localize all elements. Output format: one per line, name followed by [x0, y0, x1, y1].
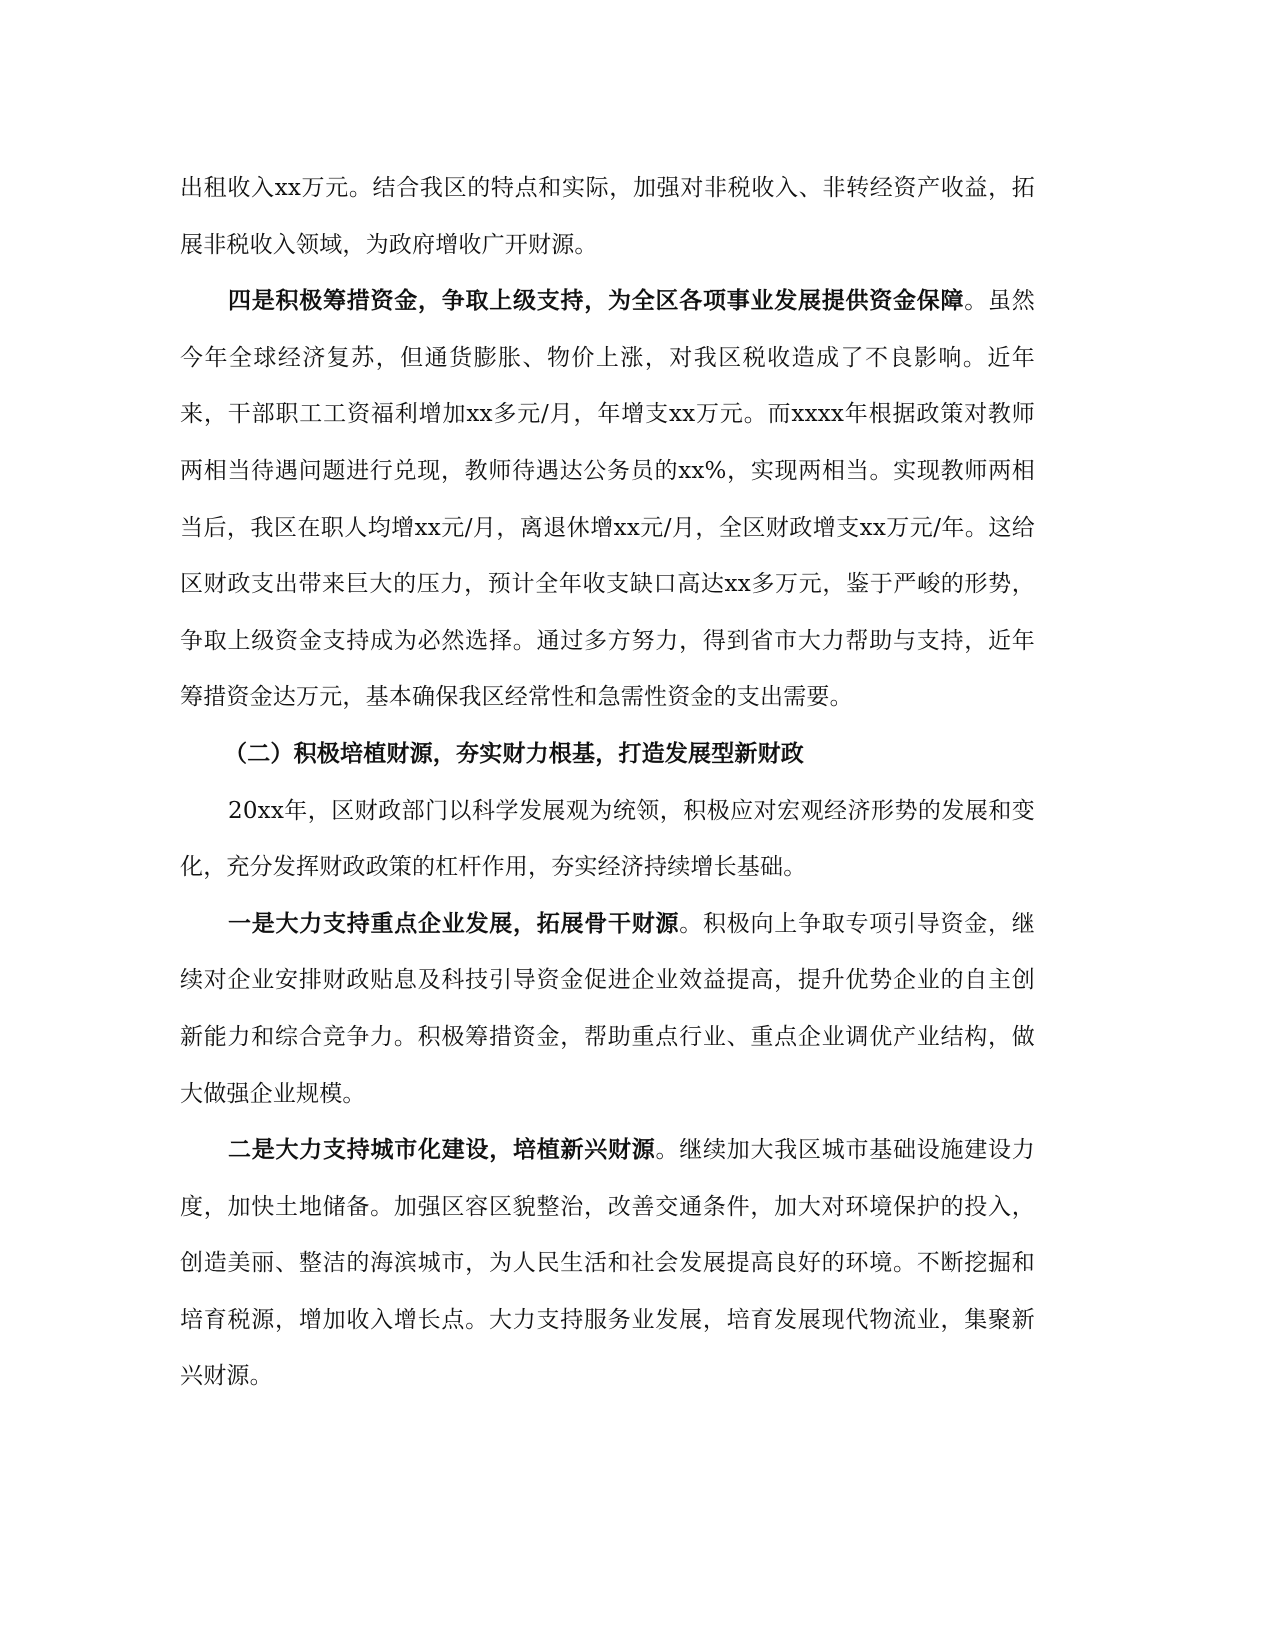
paragraph-key-enterprises — [180, 896, 1035, 1122]
document-page — [180, 160, 1035, 1405]
paragraph-lead: 一是大力支持重点企业发展，拓展骨干财源 — [228, 909, 680, 937]
paragraph-text: 。继续加大我区城市基础设施建设力度，加快土地储备。加强区容区貌整治，改善交通条件，加大对环境保护的投入，创造美丽、整洁的海滨城市，为人民生活和社会发展提高良好的环境。不断挖掘和培育税源，增加收入增长点。大力支持服务业发展，培育发展现代物流业，集聚新兴财源。 — [180, 1137, 1035, 1390]
paragraph-lead: 四是积极筹措资金，争取上级支持，为全区各项事业发展提供资金保障 — [228, 287, 965, 315]
paragraph-fund-raising — [180, 273, 1035, 726]
paragraph-text: 。虽然今年全球经济复苏，但通货膨胀、物价上涨，对我区税收造成了不良影响。近年来，干部职工工资福利增加xx多元/月，年增支xx万元。而xxxx年根据政策对教师两相当待遇问题进行兑现，教师待遇达公务员的xx%，实现两相当。实现教师两相当后，我区在职人均增xx元/月，离退休增xx元/月，全区财政增支xx万元/年。这给区财政支出带来巨大的压力，预计全年收支缺口高达xx多万元，鉴于严峻的形势，争取上级资金支持成为必然选择。通过多方努力，得到省市大力帮助与支持，近年筹措资金达万元，基本确保我区经常性和急需性资金的支出需要。 — [180, 288, 1035, 711]
paragraph-text: 出租收入xx万元。结合我区的特点和实际，加强对非税收入、非转经资产收益，拓展非税收入领域，为政府增收广开财源。 — [180, 175, 1035, 258]
paragraph-urbanization — [180, 1122, 1035, 1405]
paragraph-text: 。积极向上争取专项引导资金，继续对企业安排财政贴息及科技引导资金促进企业效益提高，提升优势企业的自主创新能力和综合竞争力。积极筹措资金，帮助重点行业、重点企业调优产业结构，做大做强企业规模。 — [180, 910, 1035, 1107]
paragraph-rental-income — [180, 160, 1035, 273]
paragraph-lead: 二是大力支持城市化建设，培植新兴财源 — [228, 1136, 656, 1164]
section-heading — [180, 726, 1035, 783]
section-heading-text: （二）积极培植财源，夯实财力根基，打造发展型新财政 — [224, 739, 804, 767]
paragraph-text: 20xx年，区财政部门以科学发展观为统领，积极应对宏观经济形势的发展和变化，充分发挥财政政策的杠杆作用，夯实经济持续增长基础。 — [180, 797, 1035, 881]
paragraph-overview — [180, 783, 1035, 896]
